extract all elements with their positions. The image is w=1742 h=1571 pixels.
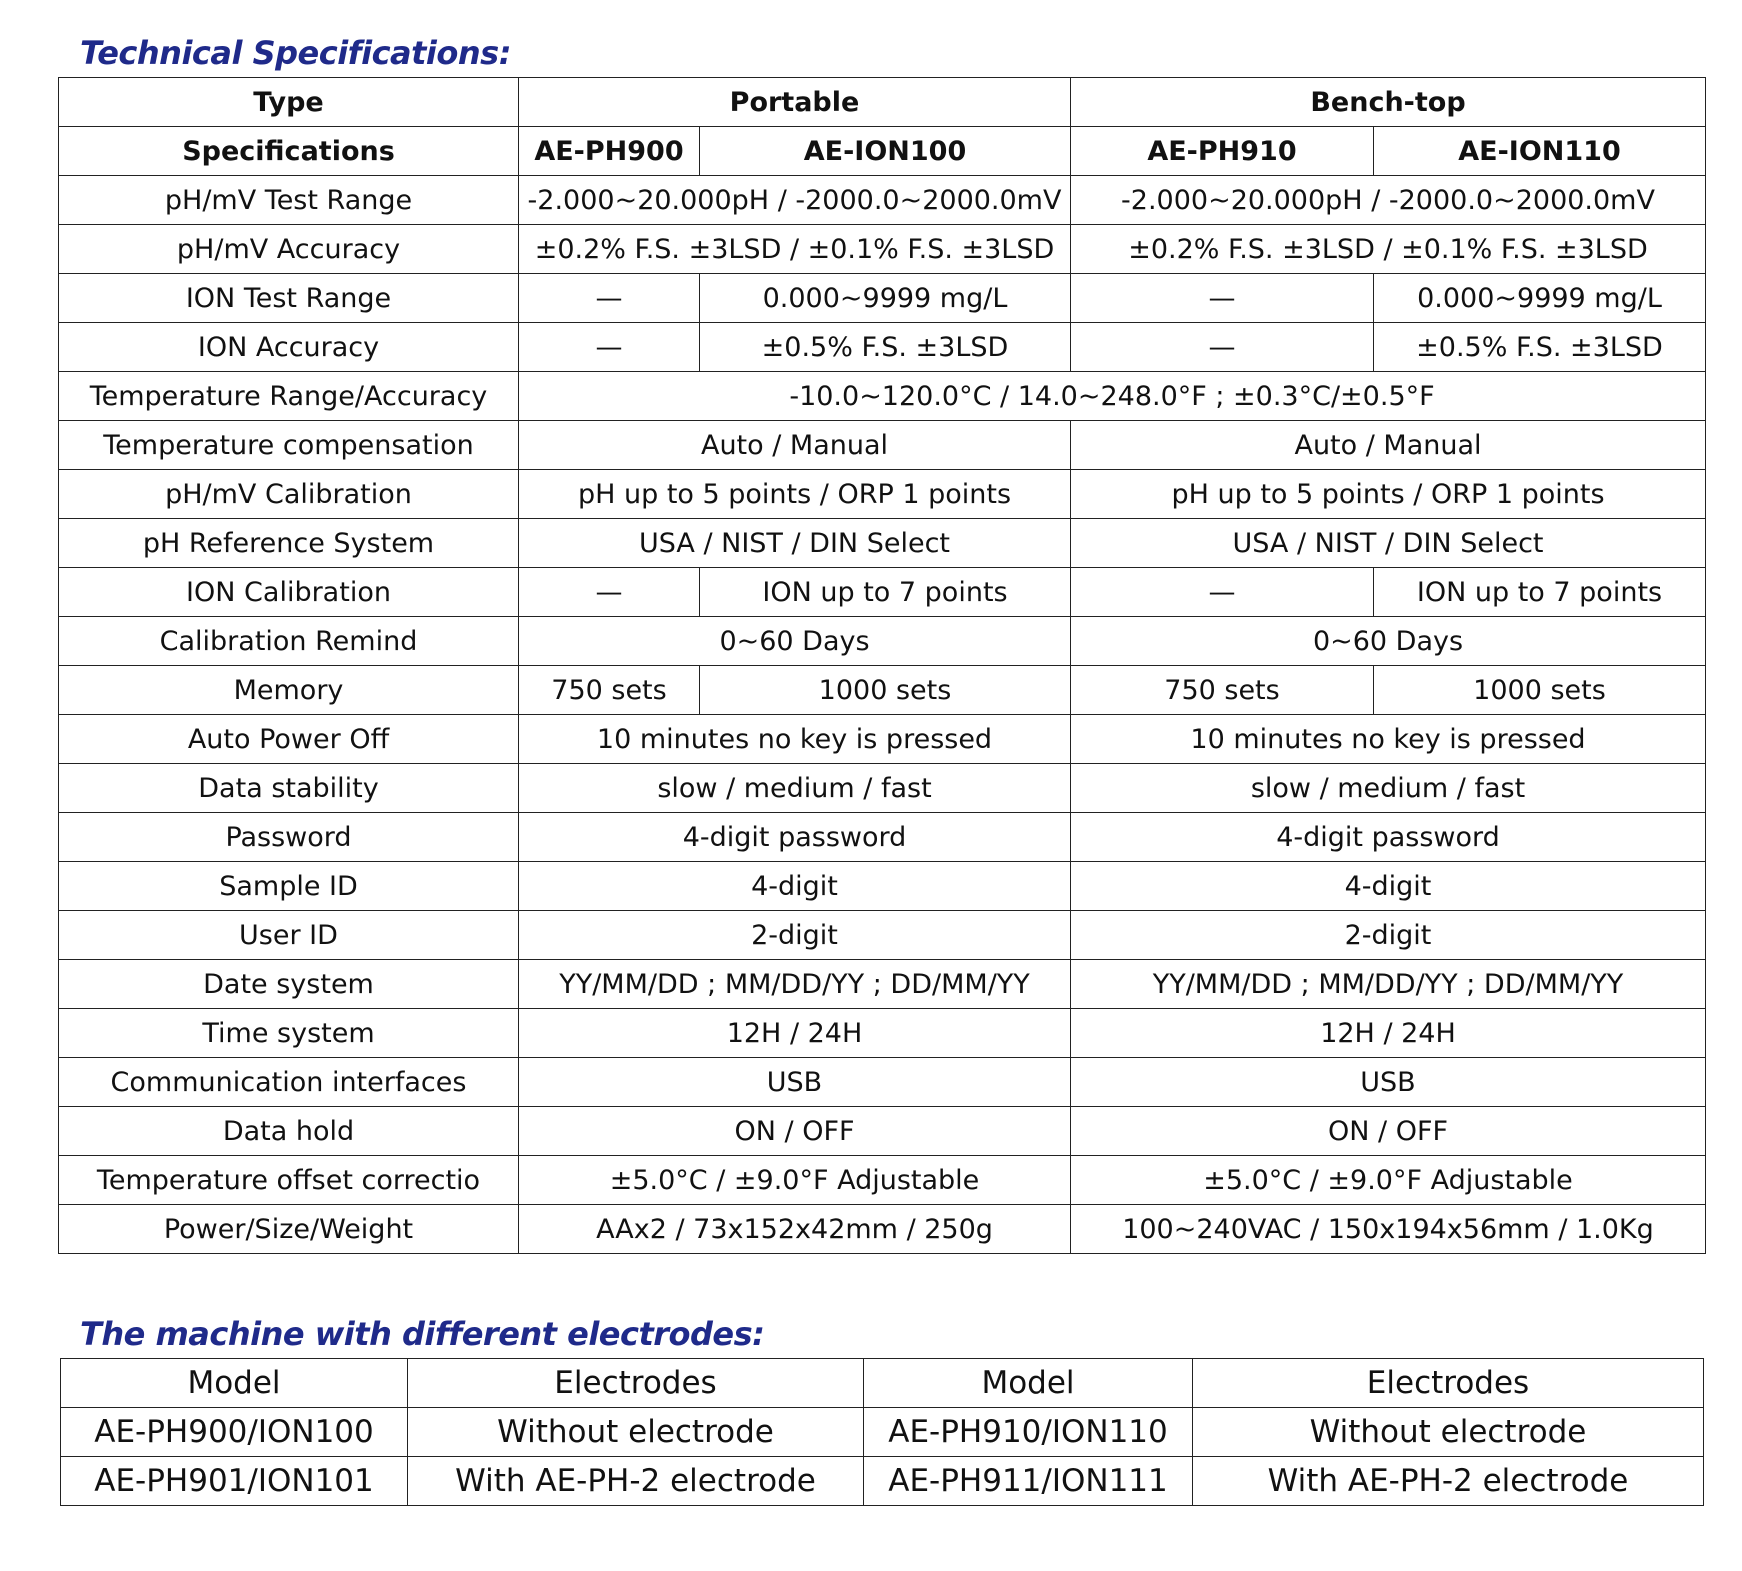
table-cell: AE-PH911/ION111: [864, 1457, 1193, 1506]
row-label: Date system: [59, 960, 519, 1009]
table-cell: ±0.5% F.S. ±3LSD: [700, 323, 1071, 372]
table-cell: -2.000~20.000pH / -2000.0~2000.0mV: [519, 176, 1071, 225]
specifications-table: [58, 77, 1706, 1254]
table-cell: 1000 sets: [700, 666, 1071, 715]
table-cell: AE-PH901/ION101: [61, 1457, 408, 1506]
table-cell: YY/MM/DD ; MM/DD/YY ; DD/MM/YY: [519, 960, 1071, 1009]
row-label: Memory: [59, 666, 519, 715]
table-cell: —: [1071, 568, 1374, 617]
table-row: [61, 1457, 1704, 1506]
table-row: [59, 519, 1706, 568]
table-cell: 100~240VAC / 150x194x56mm / 1.0Kg: [1071, 1205, 1706, 1254]
table-cell: 12H / 24H: [519, 1009, 1071, 1058]
row-label: Temperature offset correctio: [59, 1156, 519, 1205]
specifications-header: Specifications: [59, 127, 519, 176]
table-row: [59, 470, 1706, 519]
table-row: [59, 176, 1706, 225]
electrodes-table: [60, 1358, 1704, 1506]
table-cell: AE-PH900/ION100: [61, 1408, 408, 1457]
table-cell: pH up to 5 points / ORP 1 points: [519, 470, 1071, 519]
row-label: Power/Size/Weight: [59, 1205, 519, 1254]
table-cell: YY/MM/DD ; MM/DD/YY ; DD/MM/YY: [1071, 960, 1706, 1009]
table-cell: AAx2 / 73x152x42mm / 250g: [519, 1205, 1071, 1254]
table-cell: 4-digit password: [519, 813, 1071, 862]
table-cell: 0~60 Days: [1071, 617, 1706, 666]
table-cell: ON / OFF: [1071, 1107, 1706, 1156]
table-row: [59, 1058, 1706, 1107]
row-label: Password: [59, 813, 519, 862]
benchtop-header: Bench-top: [1071, 78, 1706, 127]
table-cell: Auto / Manual: [1071, 421, 1706, 470]
technical-specifications-heading: Technical Specifications:: [80, 34, 511, 72]
row-label: Data stability: [59, 764, 519, 813]
table-row: [61, 1359, 1704, 1408]
table-row: [59, 666, 1706, 715]
table-cell: —: [1071, 323, 1374, 372]
table-cell: 0.000~9999 mg/L: [700, 274, 1071, 323]
row-label: Data hold: [59, 1107, 519, 1156]
table-cell: 4-digit: [519, 862, 1071, 911]
table-cell: ±0.2% F.S. ±3LSD / ±0.1% F.S. ±3LSD: [1071, 225, 1706, 274]
table-cell: -2.000~20.000pH / -2000.0~2000.0mV: [1071, 176, 1706, 225]
table-row: [59, 127, 1706, 176]
table-row: [59, 715, 1706, 764]
row-label: Communication interfaces: [59, 1058, 519, 1107]
table-cell: —: [519, 568, 700, 617]
row-label: Temperature Range/Accuracy: [59, 372, 519, 421]
table-row: [59, 1107, 1706, 1156]
table-row: [59, 225, 1706, 274]
table-cell: —: [519, 274, 700, 323]
row-label: pH/mV Accuracy: [59, 225, 519, 274]
table-cell: -10.0~120.0°C / 14.0~248.0°F ; ±0.3°C/±0.5°F: [519, 372, 1706, 421]
table-cell: ±0.5% F.S. ±3LSD: [1374, 323, 1706, 372]
model-header: AE-ION110: [1374, 127, 1706, 176]
table-row: [59, 1009, 1706, 1058]
table-cell: 2-digit: [519, 911, 1071, 960]
row-label: ION Test Range: [59, 274, 519, 323]
table-cell: AE-PH910/ION110: [864, 1408, 1193, 1457]
table-row: [59, 1156, 1706, 1205]
electrodes-column-header: Electrodes: [1193, 1359, 1704, 1408]
table-cell: 4-digit password: [1071, 813, 1706, 862]
table-row: [59, 323, 1706, 372]
table-cell: With AE-PH-2 electrode: [1193, 1457, 1704, 1506]
table-row: [59, 764, 1706, 813]
row-label: Temperature compensation: [59, 421, 519, 470]
row-label: Auto Power Off: [59, 715, 519, 764]
table-cell: 750 sets: [519, 666, 700, 715]
type-header: Type: [59, 78, 519, 127]
table-cell: ION up to 7 points: [700, 568, 1071, 617]
table-cell: —: [519, 323, 700, 372]
row-label: pH/mV Test Range: [59, 176, 519, 225]
table-cell: 4-digit: [1071, 862, 1706, 911]
table-cell: USA / NIST / DIN Select: [1071, 519, 1706, 568]
table-cell: ±5.0°C / ±9.0°F Adjustable: [519, 1156, 1071, 1205]
table-cell: ±0.2% F.S. ±3LSD / ±0.1% F.S. ±3LSD: [519, 225, 1071, 274]
table-cell: ON / OFF: [519, 1107, 1071, 1156]
electrodes-heading: The machine with different electrodes:: [80, 1315, 765, 1353]
table-row: [59, 1205, 1706, 1254]
table-cell: ION up to 7 points: [1374, 568, 1706, 617]
table-cell: USB: [519, 1058, 1071, 1107]
table-cell: USA / NIST / DIN Select: [519, 519, 1071, 568]
table-cell: 10 minutes no key is pressed: [519, 715, 1071, 764]
table-cell: 750 sets: [1071, 666, 1374, 715]
row-label: ION Calibration: [59, 568, 519, 617]
table-cell: 12H / 24H: [1071, 1009, 1706, 1058]
table-cell: slow / medium / fast: [1071, 764, 1706, 813]
table-cell: ±5.0°C / ±9.0°F Adjustable: [1071, 1156, 1706, 1205]
table-cell: 2-digit: [1071, 911, 1706, 960]
table-cell: 10 minutes no key is pressed: [1071, 715, 1706, 764]
table-cell: USB: [1071, 1058, 1706, 1107]
table-cell: Without electrode: [1193, 1408, 1704, 1457]
row-label: pH Reference System: [59, 519, 519, 568]
table-cell: pH up to 5 points / ORP 1 points: [1071, 470, 1706, 519]
row-label: Sample ID: [59, 862, 519, 911]
table-cell: 0~60 Days: [519, 617, 1071, 666]
table-cell: —: [1071, 274, 1374, 323]
table-row: [59, 372, 1706, 421]
table-cell: 1000 sets: [1374, 666, 1706, 715]
model-header: AE-PH900: [519, 127, 700, 176]
table-row: [59, 274, 1706, 323]
table-row: [59, 862, 1706, 911]
model-column-header: Model: [61, 1359, 408, 1408]
table-row: [59, 568, 1706, 617]
model-header: AE-ION100: [700, 127, 1071, 176]
row-label: Time system: [59, 1009, 519, 1058]
table-cell: With AE-PH-2 electrode: [408, 1457, 864, 1506]
row-label: pH/mV Calibration: [59, 470, 519, 519]
electrodes-column-header: Electrodes: [408, 1359, 864, 1408]
table-cell: Without electrode: [408, 1408, 864, 1457]
row-label: User ID: [59, 911, 519, 960]
row-label: ION Accuracy: [59, 323, 519, 372]
table-row: [59, 78, 1706, 127]
table-row: [59, 421, 1706, 470]
table-row: [59, 960, 1706, 1009]
table-row: [59, 617, 1706, 666]
table-cell: slow / medium / fast: [519, 764, 1071, 813]
model-column-header: Model: [864, 1359, 1193, 1408]
table-row: [59, 813, 1706, 862]
portable-header: Portable: [519, 78, 1071, 127]
row-label: Calibration Remind: [59, 617, 519, 666]
model-header: AE-PH910: [1071, 127, 1374, 176]
table-row: [61, 1408, 1704, 1457]
table-cell: 0.000~9999 mg/L: [1374, 274, 1706, 323]
table-cell: Auto / Manual: [519, 421, 1071, 470]
table-row: [59, 911, 1706, 960]
